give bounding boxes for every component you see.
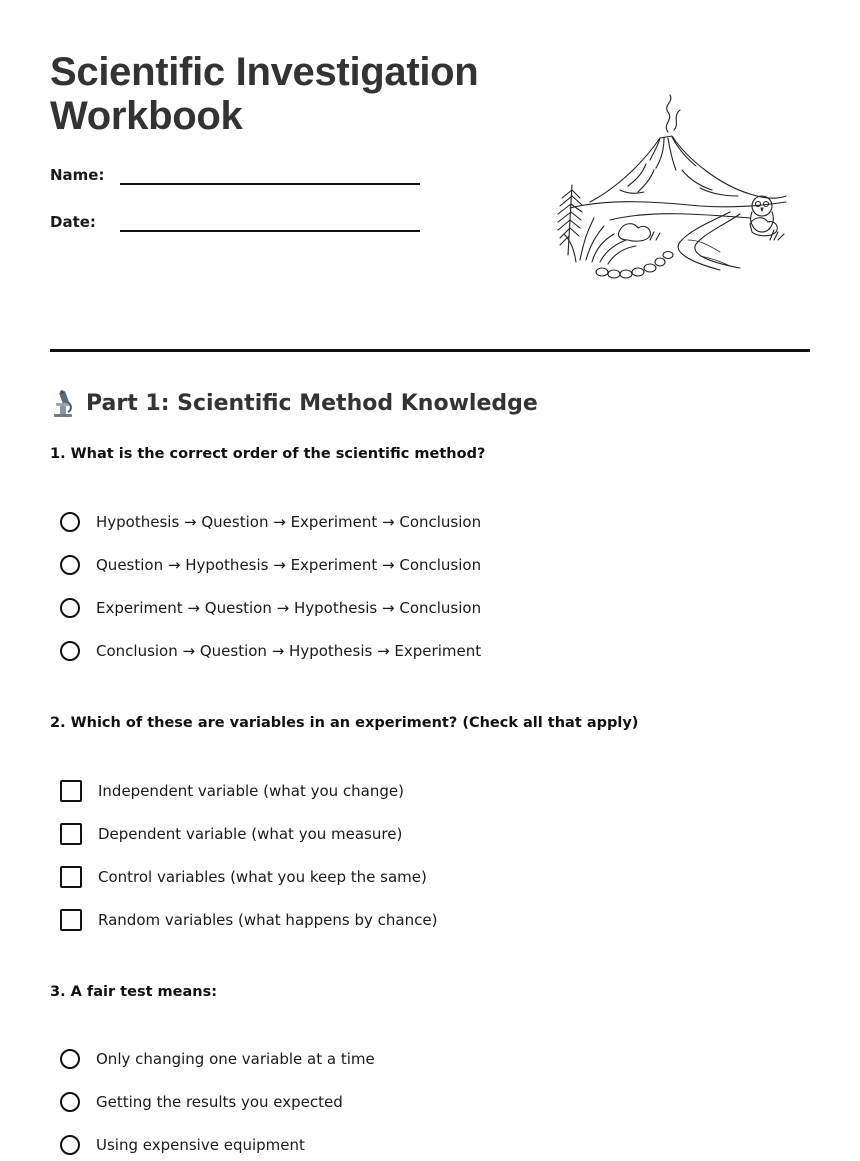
- checkbox[interactable]: [60, 780, 82, 802]
- q2-option-4[interactable]: [60, 907, 437, 933]
- option-label: Question → Hypothesis → Experiment → Conclusion: [96, 556, 482, 574]
- date-field: [50, 212, 430, 242]
- page-title: Scientific Investigation Workbook: [50, 50, 479, 138]
- checkbox[interactable]: [60, 909, 82, 931]
- option-label: Random variables (what happens by chance): [98, 911, 438, 929]
- radio-button[interactable]: [60, 1049, 80, 1069]
- option-label: Dependent variable (what you measure): [98, 825, 403, 843]
- date-input-line[interactable]: [120, 230, 420, 232]
- name-field: [50, 165, 430, 195]
- radio-button[interactable]: [60, 1092, 80, 1112]
- question-2-text: 2. Which of these are variables in an experiment? (Check all that apply): [50, 715, 639, 731]
- volcano-landscape-illustration: [550, 90, 790, 285]
- question-3-text: 3. A fair test means:: [50, 984, 218, 1000]
- option-label: Only changing one variable at a time: [96, 1050, 375, 1068]
- radio-button[interactable]: [60, 1135, 80, 1155]
- option-label: Conclusion → Question → Hypothesis → Experiment: [96, 642, 482, 660]
- option-label: Control variables (what you keep the same): [98, 868, 427, 886]
- option-label: Experiment → Question → Hypothesis → Conclusion: [96, 599, 482, 617]
- option-label: Getting the results you expected: [96, 1093, 343, 1111]
- radio-button[interactable]: [60, 512, 80, 532]
- name-label: Name:: [50, 166, 105, 184]
- q1-option-4[interactable]: [60, 638, 481, 664]
- option-label: Independent variable (what you change): [98, 782, 404, 800]
- q2-option-2[interactable]: [60, 821, 402, 847]
- q3-option-1[interactable]: [60, 1046, 375, 1072]
- microscope-icon: [50, 390, 76, 418]
- q2-option-1[interactable]: [60, 778, 404, 804]
- q2-option-3[interactable]: [60, 864, 427, 890]
- radio-button[interactable]: [60, 555, 80, 575]
- option-label: Using expensive equipment: [96, 1136, 305, 1154]
- radio-button[interactable]: [60, 641, 80, 661]
- q1-option-2[interactable]: [60, 552, 481, 578]
- part1-heading: [50, 388, 538, 420]
- q3-option-2[interactable]: [60, 1089, 343, 1115]
- checkbox[interactable]: [60, 823, 82, 845]
- section-divider: [50, 349, 810, 352]
- part1-title: Part 1: Scientific Method Knowledge: [86, 391, 538, 416]
- radio-button[interactable]: [60, 598, 80, 618]
- date-label: Date:: [50, 213, 96, 231]
- checkbox[interactable]: [60, 866, 82, 888]
- q3-option-3[interactable]: [60, 1132, 305, 1158]
- question-1-text: 1. What is the correct order of the scientific method?: [50, 446, 486, 462]
- q1-option-1[interactable]: [60, 509, 481, 535]
- option-label: Hypothesis → Question → Experiment → Conclusion: [96, 513, 482, 531]
- name-input-line[interactable]: [120, 183, 420, 185]
- q1-option-3[interactable]: [60, 595, 481, 621]
